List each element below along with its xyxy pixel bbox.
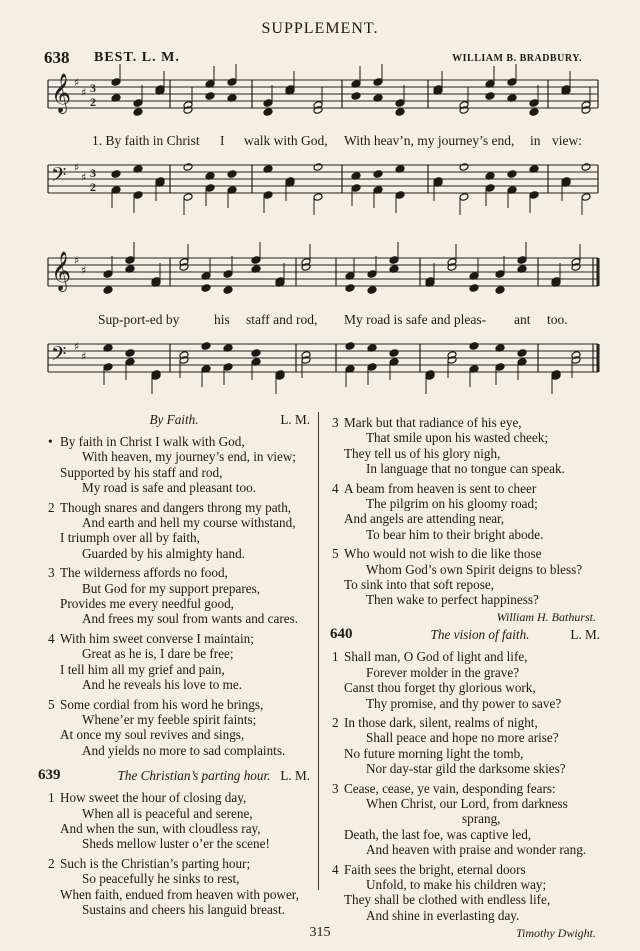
note-head [351,184,361,193]
music-score [0,0,640,400]
sharp-icon: ♯ [74,340,80,353]
time-signature-bottom: 2 [90,180,96,194]
note-head [133,108,143,117]
verses-640 [330,649,600,923]
note-head [459,193,469,202]
note-head [313,193,323,202]
stanza: 4 A beam from heaven is sent to cheer The pilgrim on his gloomy road; And angels are attending near, To bear him to their bright abode. [332,480,544,542]
stanza: 1 Shall man, O God of light and life, Forever molder in the grave? Canst thou forget thy glorious work, Thy promise, and thy power to save? [332,649,562,711]
note-head [507,78,517,87]
sharp-icon: ♯ [74,161,80,174]
note-head [313,163,323,172]
sharp-icon: ♯ [81,264,87,277]
note-head [395,108,405,117]
note-head [103,363,113,372]
time-signature-top: 3 [90,166,96,180]
lyric-line-2-d: My road is safe and pleas- [344,312,487,327]
section-title: The Christian’s parting hour. [117,768,271,784]
section-640 [330,627,600,649]
verses-638 [38,434,310,758]
hymn-number-639: 639 [38,767,61,784]
stanza: 5 Some cordial from his word he brings, Whene’er my feeble spirit faints; At once my soul revives and sings, And yields no more to sad complaints. [48,696,286,758]
note-head [223,270,233,279]
bass-clef-icon: 𝄢 [51,342,67,370]
treble-clef-icon: 𝄞 [51,73,72,113]
sharp-icon: ♯ [81,86,87,99]
note-head [529,99,539,108]
note-head [395,191,405,200]
note-head [389,349,399,358]
note-head [103,270,113,279]
time-signature-bottom: 2 [90,95,96,109]
note-head [111,170,121,179]
section-title: By Faith. [149,412,199,427]
note-head [485,184,495,193]
note-head [251,256,261,265]
note-head [223,363,233,372]
stanza: 4 With him sweet converse I maintain; Great as he is, I dare be free; I tell him all my grief and pain, And he reveals his love to me. [48,630,254,693]
note-head [111,78,121,87]
note-head [495,363,505,372]
section-639 [38,768,310,790]
note-head [351,92,361,101]
section-meter: L. M. [570,627,600,643]
page-header: SUPPLEMENT. [261,20,379,37]
note-head [133,99,143,108]
note-head [581,163,591,172]
note-head [367,363,377,372]
note-head [183,163,193,172]
note-head [395,99,405,108]
stanza: 5 Who would not wish to die like those Whom God’s own Spirit deigns to bless? To sink into that soft repose, Then wake to perfect happiness? [332,546,583,608]
note-head [367,286,377,295]
treble-clef-icon: 𝄞 [51,251,72,291]
lyric-line-1-b: I [220,133,225,148]
lyric-line-2-b: his [214,312,230,327]
note-head [581,193,591,202]
hymn-number-640: 640 [330,626,353,643]
sharp-icon: ♯ [74,254,80,267]
note-head [263,99,273,108]
note-head [373,170,383,179]
note-head [133,191,143,200]
lyric-line-1-a: 1. By faith in Christ [92,133,200,148]
note-head [125,256,135,265]
sharp-icon: ♯ [81,350,87,363]
note-head [205,92,215,101]
note-head [227,170,237,179]
right-column [330,415,600,942]
composer: WILLIAM B. BRADBURY. [452,53,582,64]
note-head [469,284,479,293]
left-column [38,412,310,917]
stanza: 3 Cease, cease, ye vain, desponding fears: When Christ, our Lord, from darkness sprang, Death, the last foe, was captive led, And heaven with praise and wonder rang. [332,780,587,858]
note-head [345,284,355,293]
verses-638-cont [330,415,600,608]
note-head [125,349,135,358]
stanza: 2 Such is the Christian’s parting hour; So peacefully he sinks to rest, When faith, endued from heaven with power, Sustains and cheers his languid breast. [48,855,299,917]
attribution: Timothy Dwight. [515,926,596,941]
stanza: 1 How sweet the hour of closing day, When all is peaceful and serene, And when the sun, with cloudless ray, Sheds mellow luster o’er the scene! [48,790,270,852]
bass-clef-icon: 𝄢 [51,163,67,191]
note-head [529,108,539,117]
stanza: 2 Though snares and dangers throng my path, And earth and hell my course withstand, I triumph over all by faith, Guarded by his almighty hand. [48,499,296,561]
lyric-line-1-d: With heav’n, my journey’s end, [344,133,515,148]
sharp-icon: ♯ [74,76,80,89]
note-head [529,191,539,200]
stanza: 3 The wilderness affords no food, But God for my support prepares, Provides me every needful good, And frees my soul from wants and cares. [48,565,299,627]
page-number: 315 [309,925,331,940]
note-head [389,256,399,265]
note-head [103,286,113,295]
lyric-line-2-c: staff and rod, [246,312,318,327]
section-by-faith [38,412,310,434]
note-head [469,342,479,351]
lyric-line-1-c: walk with God, [244,133,328,148]
lyric-line-2-a: Sup-port-ed by [98,312,180,327]
note-head [183,193,193,202]
note-head [373,78,383,87]
note-head [367,270,377,279]
section-meter: L. M. [280,412,310,427]
hymn-number: 638 [44,48,70,67]
note-head [263,191,273,200]
column-divider [318,412,319,890]
stanza: 2 In those dark, silent, realms of night, Shall peace and hope no more arise? No future morning light the tomb, Nor day-star gild the darksome skies? [332,714,566,777]
note-head [495,286,505,295]
attribution: William H. Bathurst. [496,609,596,624]
stanza: 3 Mark but that radiance of his eye, That smile upon his wasted cheek; They tell us of his glory nigh, In language that no tongue can speak. [332,415,565,477]
verses-639 [38,790,310,917]
section-title: The vision of faith. [430,627,530,643]
note-head [345,342,355,351]
note-head [251,349,261,358]
note-head [263,108,273,117]
note-head [459,163,469,172]
lyric-line-1-e: in [530,133,541,148]
note-head [227,78,237,87]
note-head [223,286,233,295]
tune-name: BEST. L. M. [94,50,180,65]
sharp-icon: ♯ [81,171,87,184]
note-head [201,342,211,351]
note-head [495,270,505,279]
stanza: • By faith in Christ I walk with God, With heaven, my journey’s end, in view; Supported by his staff and rod, My road is safe and pleasant too. [48,434,297,496]
time-signature-top: 3 [90,81,96,95]
lyric-line-2-e: ant [514,312,531,327]
note-head [205,184,215,193]
stanza: 4 Faith sees the bright, eternal doors Unfold, to make his children way; They shall be clothed with endless life, And shine in everlasting day. [332,861,551,923]
note-head [201,284,211,293]
lyric-line-1-f: view: [552,133,582,148]
lyric-line-2-f: too. [547,312,568,327]
note-head [507,170,517,179]
note-head [485,92,495,101]
note-head [517,256,527,265]
note-head [517,349,527,358]
section-meter: L. M. [280,768,310,784]
